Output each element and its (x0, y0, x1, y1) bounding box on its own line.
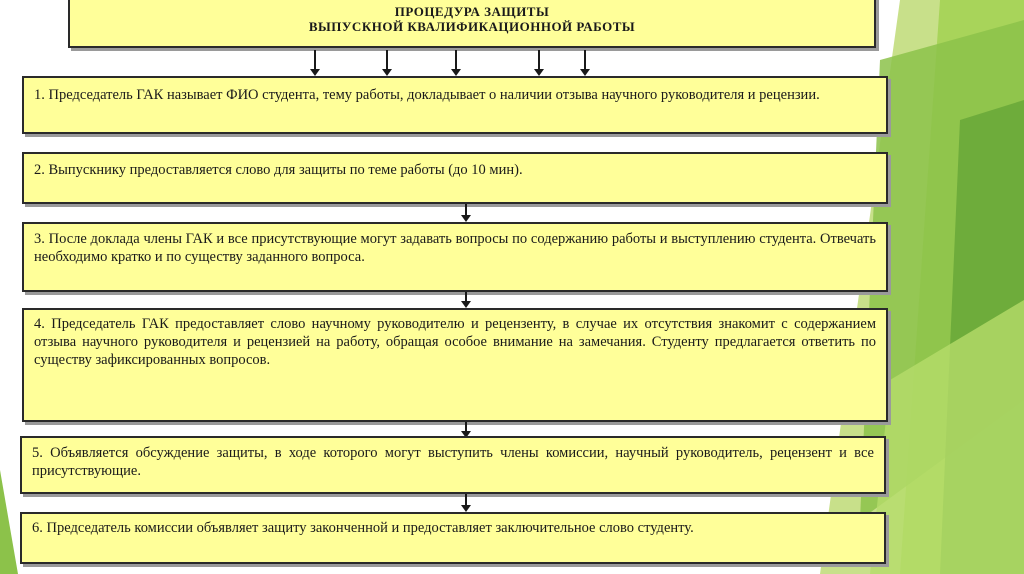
step-4-text: 4. Председатель ГАК предоставляет слово научному руководителю и рецензенту, в случае их отсутствия знакомит с содержанием отзыва научного руководителя и рецензией на работу, обращая особое внимание на замечания. Студенту предлагается ответить по существу зафиксированных вопросов. (34, 316, 876, 368)
step-4-box (22, 308, 888, 422)
step-5-text: 5. Объявляется обсуждение защиты, в ходе которого могут выступить члены комиссии, научный руководитель, рецензент и все присутствующие. (32, 445, 874, 479)
arrow-step2-to-step3 (461, 204, 471, 222)
step-6-box (20, 512, 886, 564)
step-2-box (22, 152, 888, 204)
step-1-box (22, 76, 888, 134)
arrow-title-to-step1-e (580, 50, 590, 76)
step-5-box (20, 436, 886, 494)
flowchart-title (68, 0, 876, 48)
title-line-1: ПРОЦЕДУРА ЗАЩИТЫ (394, 4, 550, 19)
arrow-title-to-step1-c (451, 50, 461, 76)
arrow-step3-to-step4 (461, 292, 471, 308)
arrow-title-to-step1-a (310, 50, 320, 76)
step-3-box (22, 222, 888, 292)
step-6-text: 6. Председатель комиссии объявляет защиту законченной и предоставляет заключительное слово студенту. (32, 520, 694, 536)
step-2-text: 2. Выпускнику предоставляется слово для защиты по теме работы (до 10 мин). (34, 162, 523, 178)
step-3-text: 3. После доклада члены ГАК и все присутствующие могут задавать вопросы по содержанию работы и выступлению студента. Отвечать необходимо кратко и по существу заданного вопроса. (34, 231, 876, 265)
arrow-title-to-step1-d (534, 50, 544, 76)
step-1-text: 1. Председатель ГАК называет ФИО студента, тему работы, докладывает о наличии отзыва научного руководителя и рецензии. (34, 87, 820, 103)
title-line-2: ВЫПУСКНОЙ КВАЛИФИКАЦИОННОЙ РАБОТЫ (308, 19, 636, 34)
arrow-title-to-step1-b (382, 50, 392, 76)
arrow-step5-to-step6 (461, 494, 471, 512)
